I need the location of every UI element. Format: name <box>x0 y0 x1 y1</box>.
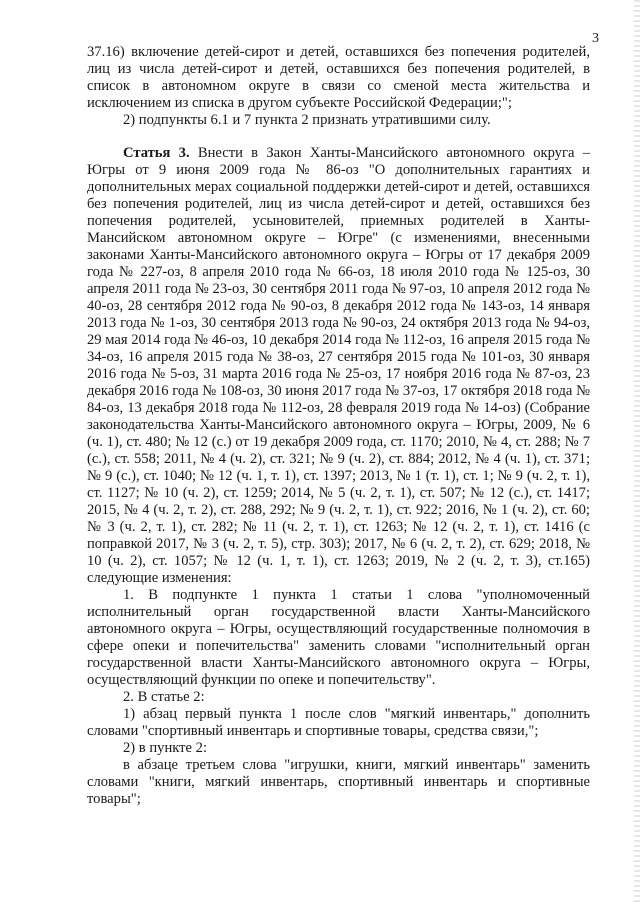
paragraph: 1. В подпункте 1 пункта 1 статьи 1 слова "уполномоченный исполнительный орган государственной власти Ханты-Мансийского автономного округа – Югры, осуществляющий государственные полномочия в сфере опеки и попечительства" заменить словами "исполнительный орган государственной власти Ханты-Мансийского автономного округа – Югры, осуществляющий функции по опеке и попечительству". <box>87 587 590 688</box>
article-paragraph <box>87 145 590 587</box>
paragraph-gap <box>87 129 590 145</box>
scan-edge-artifact <box>634 0 640 905</box>
paragraph: 1) абзац первый пункта 1 после слов "мягкий инвентарь," дополнить словами "спортивный инвентарь и спортивные товары, средства связи,"; <box>87 706 590 739</box>
paragraph: в абзаце третьем слова "игрушки, книги, мягкий инвентарь" заменить словами "книги, мягкий инвентарь, спортивный инвентарь и спортивные товары"; <box>87 757 590 807</box>
page-number: 3 <box>592 31 599 46</box>
paragraph: 2. В статье 2: <box>123 689 205 705</box>
article-heading: Статья 3. <box>123 145 190 161</box>
paragraph: 37.16) включение детей-сирот и детей, оставшихся без попечения родителей, лиц из числа детей-сирот и детей, оставшихся без попечения родителей, в список в автономном округе в связи со сменой места жительства и исключением из списка в другом субъекте Российской Федерации;"; <box>87 44 590 111</box>
article-text: Внести в Закон Ханты-Мансийского автономного округа – Югры от 9 июня 2009 года № 86-оз "О дополнительных гарантиях и дополнительных мерах социальной поддержки детей-сирот и детей, оставшихся без попечения родителей, лиц из числа детей-сирот и детей, оставшихся без попечения родителей, усыновителей, приемных родителей в Ханты-Мансийском автономном округе – Югре" (с изменениями, внесенными законами Ханты-Мансийского автономного округа – Югры от 17 декабря 2009 года № 227-оз, 8 апреля 2010 года № 66-оз, 18 июля 2010 года № 125-оз, 30 апреля 2011 года № 23-оз, 30 сентября 2011 года № 97-оз, 10 апреля 2012 года № 40-оз, 28 сентября 2012 года № 90-оз, 8 декабря 2012 года № 143-оз, 14 января 2013 года № 1-оз, 30 сентября 2013 года № 90-оз, 24 октября 2013 года № 94-оз, 29 мая 2014 года № 46-оз, 10 декабря 2014 года № 112-оз, 16 апреля 2015 года № 34-оз, 16 апреля 2015 года № 38-оз, 27 сентября 2015 года № 101-оз, 30 января 2016 года № 5-оз, 31 марта 2016 года № 25-оз, 17 ноября 2016 года № 87-оз, 23 декабря 2016 года № 108-оз, 30 июня 2017 года № 37-оз, 17 октября 2018 года № 84-оз, 13 декабря 2018 года № 112-оз, 28 февраля 2019 года № 14-оз) (Собрание законодательства Ханты-Мансийского автономного округа – Югры, 2009, № 6 (ч. 1), ст. 480; № 12 (с.) от 19 декабря 2009 года, ст. 1170; 2010, № 4, ст. 288; № 7 (с.), ст. 558; 2011, № 4 (ч. 2), ст. 321; № 9 (ч. 2), ст. 884; 2012, № 4 (ч. 1), ст. 371; № 9 (с.), ст. 1040; № 12 (ч. 1, т. 1), ст. 1397; 2013, № 1 (т. 1), ст. 1; № 9 (ч. 2, т. 1), ст. 1127; № 10 (ч. 2), ст. 1259; 2014, № 5 (ч. 2, т. 1), ст. 507; № 12 (с.), ст. 1417; 2015, № 4 (ч. 2, т. 2), ст. 288, 292; № 9 (ч. 2, т. 1), ст. 922; 2016, № 1 (ч. 2), ст. 60; № 3 (ч. 2, т. 1), ст. 282; № 11 (ч. 2, т. 1), ст. 1263; № 12 (ч. 2, т. 1), ст. 1416 (с поправкой 2017, № 3 (ч. 2, т. 5), стр. 303); 2017, № 6 (ч. 2, т. 2), ст. 629; 2018, № 10 (ч. 2), ст. 1057; № 12 (ч. 1, т. 1), ст. 1263; 2019, № 2 (ч. 2, т. 3), ст.165) следующие изменения: <box>87 145 590 586</box>
paragraph: 2) подпункты 6.1 и 7 пункта 2 признать утратившими силу. <box>123 112 491 128</box>
document-body <box>87 44 590 808</box>
paragraph: 2) в пункте 2: <box>123 740 208 756</box>
